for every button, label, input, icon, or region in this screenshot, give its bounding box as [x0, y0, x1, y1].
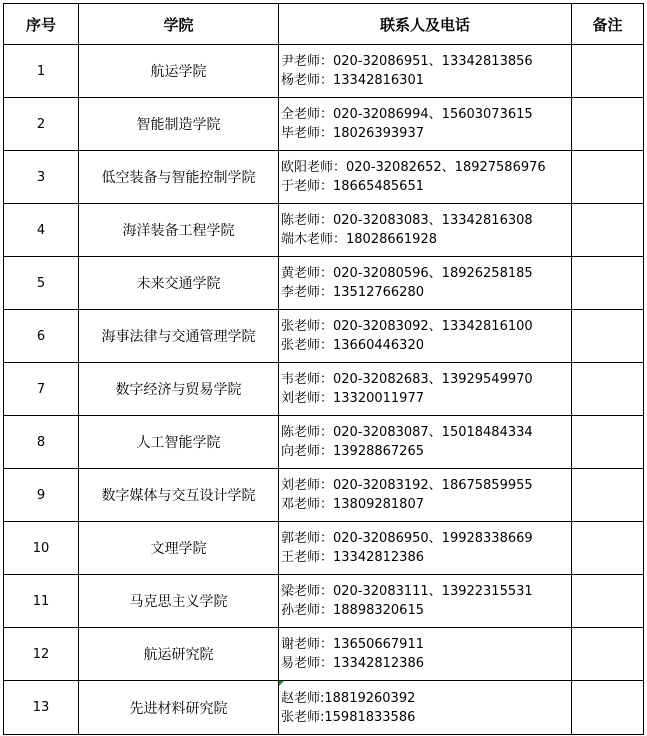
contact-cell — [279, 151, 572, 204]
college-name: 数字经济与贸易学院 — [79, 363, 279, 416]
contact-cell — [279, 204, 572, 257]
header-college: 学院 — [79, 4, 279, 45]
college-name: 未来交通学院 — [79, 257, 279, 310]
note-cell — [572, 310, 644, 363]
row-index: 7 — [4, 363, 79, 416]
college-name: 人工智能学院 — [79, 416, 279, 469]
note-cell — [572, 469, 644, 522]
row-index: 6 — [4, 310, 79, 363]
college-name: 航运研究院 — [79, 628, 279, 681]
table-row — [4, 522, 644, 575]
contact-cell — [279, 522, 572, 575]
note-cell — [572, 416, 644, 469]
contact-line-1: 陈老师：020-32083087、15018484334 — [281, 425, 533, 440]
table-row — [4, 628, 644, 681]
cell-comment-marker — [279, 681, 284, 686]
row-index: 8 — [4, 416, 79, 469]
table-row — [4, 681, 644, 735]
college-name: 低空装备与智能控制学院 — [79, 151, 279, 204]
contact-line-2: 向老师：13928867265 — [281, 444, 424, 459]
contact-cell — [279, 98, 572, 151]
contact-cell — [279, 310, 572, 363]
contact-table — [3, 3, 644, 735]
table-row — [4, 98, 644, 151]
row-index: 13 — [4, 681, 79, 735]
contact-line-1: 郭老师：020-32086950、19928338669 — [281, 531, 533, 546]
row-index: 1 — [4, 45, 79, 98]
college-name: 数字媒体与交互设计学院 — [79, 469, 279, 522]
contact-cell — [279, 257, 572, 310]
contact-cell — [279, 416, 572, 469]
contact-cell — [279, 628, 572, 681]
table-row — [4, 363, 644, 416]
contact-line-1: 赵老师:18819260392 — [281, 690, 416, 706]
contact-line-2: 杨老师：13342816301 — [281, 73, 424, 88]
contact-line-2: 王老师：13342812386 — [281, 550, 424, 565]
contact-line-2: 孙老师：18898320615 — [281, 603, 424, 618]
note-cell — [572, 204, 644, 257]
note-cell — [572, 151, 644, 204]
row-index: 9 — [4, 469, 79, 522]
table-row — [4, 151, 644, 204]
table-row — [4, 45, 644, 98]
contact-line-1: 韦老师：020-32082683、13929549970 — [281, 372, 533, 387]
header-contact: 联系人及电话 — [279, 4, 572, 45]
college-name: 文理学院 — [79, 522, 279, 575]
note-cell — [572, 522, 644, 575]
contact-line-1: 欧阳老师：020-32082652、18927586976 — [281, 160, 546, 175]
contact-cell — [279, 363, 572, 416]
note-cell — [572, 45, 644, 98]
note-cell — [572, 98, 644, 151]
contact-line-2: 刘老师：13320011977 — [281, 391, 424, 406]
contact-line-1: 刘老师：020-32083192、18675859955 — [281, 478, 533, 493]
college-name: 航运学院 — [79, 45, 279, 98]
college-name: 马克思主义学院 — [79, 575, 279, 628]
contact-line-1: 黄老师：020-32080596、18926258185 — [281, 266, 533, 281]
note-cell — [572, 681, 644, 735]
college-name: 海洋装备工程学院 — [79, 204, 279, 257]
note-cell — [572, 628, 644, 681]
contact-line-2: 毕老师：18026393937 — [281, 126, 424, 141]
row-index: 4 — [4, 204, 79, 257]
contact-table-sheet — [3, 3, 644, 735]
table-row — [4, 310, 644, 363]
contact-line-1: 张老师：020-32083092、13342816100 — [281, 319, 533, 334]
row-index: 3 — [4, 151, 79, 204]
contact-line-2: 张老师:15981833586 — [281, 709, 416, 725]
college-name: 智能制造学院 — [79, 98, 279, 151]
row-index: 12 — [4, 628, 79, 681]
table-row — [4, 257, 644, 310]
contact-line-1: 谢老师：13650667911 — [281, 637, 424, 652]
contact-line-2: 端木老师：18028661928 — [281, 232, 437, 247]
row-index: 11 — [4, 575, 79, 628]
table-row — [4, 416, 644, 469]
contact-line-2: 李老师：13512766280 — [281, 285, 424, 300]
row-index: 5 — [4, 257, 79, 310]
contact-line-2: 易老师：13342812386 — [281, 656, 424, 671]
contact-line-2: 邓老师：13809281807 — [281, 497, 424, 512]
row-index: 2 — [4, 98, 79, 151]
contact-cell — [279, 681, 572, 735]
table-header-row — [4, 4, 644, 45]
contact-line-1: 陈老师：020-32083083、13342816308 — [281, 213, 533, 228]
contact-line-1: 全老师：020-32086994、15603073615 — [281, 107, 533, 122]
contact-cell — [279, 469, 572, 522]
note-cell — [572, 257, 644, 310]
note-cell — [572, 363, 644, 416]
table-row — [4, 575, 644, 628]
header-note: 备注 — [572, 4, 644, 45]
contact-line-1: 梁老师：020-32083111、13922315531 — [281, 584, 533, 599]
college-name: 海事法律与交通管理学院 — [79, 310, 279, 363]
college-name: 先进材料研究院 — [79, 681, 279, 735]
contact-cell — [279, 575, 572, 628]
contact-line-2: 张老师：13660446320 — [281, 338, 424, 353]
note-cell — [572, 575, 644, 628]
table-row — [4, 204, 644, 257]
contact-line-1: 尹老师：020-32086951、13342813856 — [281, 54, 533, 69]
contact-cell — [279, 45, 572, 98]
contact-line-2: 于老师：18665485651 — [281, 179, 424, 194]
table-row — [4, 469, 644, 522]
header-index: 序号 — [4, 4, 79, 45]
row-index: 10 — [4, 522, 79, 575]
